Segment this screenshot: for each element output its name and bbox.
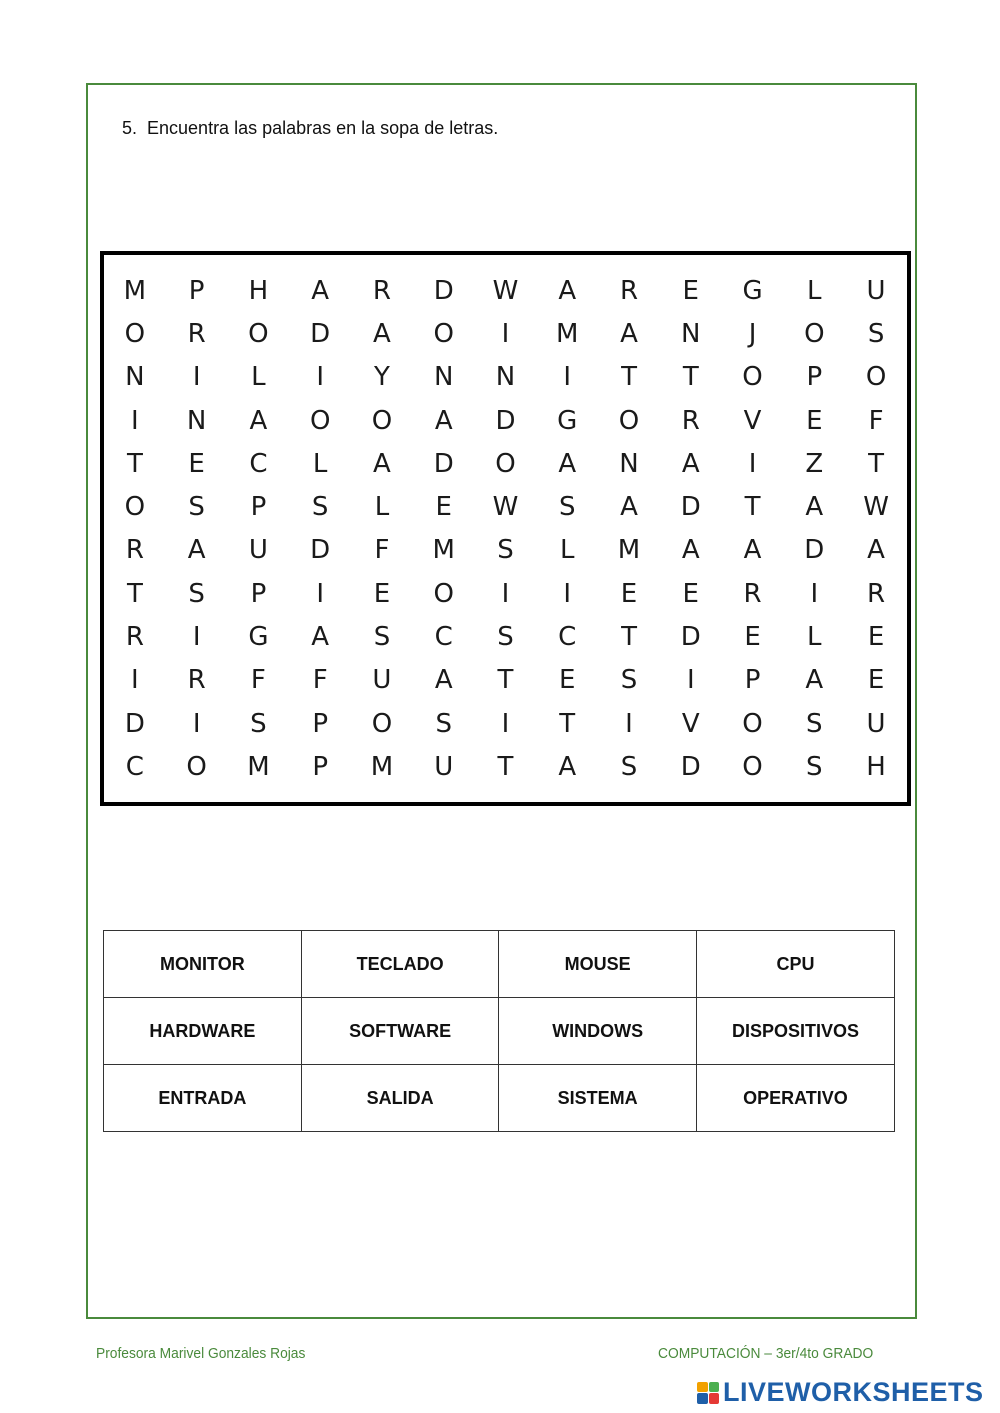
grid-row <box>104 356 907 399</box>
word-cell: TECLADO <box>301 931 499 998</box>
grid-cell[interactable]: I <box>810 578 819 609</box>
word-cell: HARDWARE <box>104 998 302 1065</box>
grid-cell[interactable]: T <box>621 622 637 653</box>
grid-cell[interactable]: D <box>310 535 331 566</box>
grid-cell[interactable]: A <box>867 535 885 566</box>
grid-cell[interactable]: L <box>559 535 575 566</box>
grid-cell[interactable]: I <box>748 448 757 479</box>
word-search-puzzle <box>100 251 911 806</box>
instruction-text: Encuentra las palabras en la sopa de letras. <box>147 118 499 138</box>
grid-cell[interactable]: R <box>743 578 762 609</box>
grid-cell[interactable]: C <box>125 751 144 782</box>
grid-cell[interactable]: D <box>680 492 701 523</box>
word-cell: DISPOSITIVOS <box>696 998 894 1065</box>
grid-cell[interactable]: G <box>557 405 578 436</box>
grid-cell[interactable]: D <box>680 622 701 653</box>
letter-grid <box>104 269 907 789</box>
word-row <box>104 998 895 1065</box>
grid-cell[interactable]: Z <box>805 448 824 479</box>
brand-name: LIVEWORKSHEETS <box>723 1377 984 1407</box>
grid-cell[interactable]: I <box>192 708 201 739</box>
grid-cell[interactable]: I <box>686 665 695 696</box>
grid-cell[interactable]: V <box>681 708 700 739</box>
grid-cell[interactable]: D <box>680 751 701 782</box>
grid-cell[interactable]: F <box>868 405 884 436</box>
grid-cell[interactable]: N <box>681 318 701 349</box>
grid-cell[interactable]: T <box>126 578 143 609</box>
word-cell: SALIDA <box>301 1065 499 1132</box>
grid-cell[interactable]: E <box>744 622 761 653</box>
grid-cell[interactable]: E <box>188 448 205 479</box>
grid-cell[interactable]: I <box>563 362 572 393</box>
grid-cell[interactable]: L <box>807 275 822 306</box>
grid-cell[interactable]: E <box>806 405 823 436</box>
grid-cell[interactable]: T <box>621 362 637 393</box>
grid-cell[interactable]: F <box>250 665 266 696</box>
grid-cell[interactable]: D <box>124 708 145 739</box>
word-cell: SOFTWARE <box>301 998 499 1065</box>
grid-cell[interactable]: L <box>251 362 266 393</box>
grid-cell[interactable]: I <box>501 708 510 739</box>
grid-cell[interactable]: S <box>435 708 452 739</box>
course-name: COMPUTACIÓN – 3er/4to GRADO <box>658 1345 874 1362</box>
grid-cell[interactable]: A <box>434 665 453 696</box>
grid-cell[interactable]: W <box>492 275 519 306</box>
grid-cell[interactable]: O <box>371 708 393 739</box>
grid-row <box>104 529 907 572</box>
grid-cell[interactable]: S <box>867 318 885 349</box>
grid-row <box>104 485 907 528</box>
grid-cell[interactable]: U <box>248 535 268 566</box>
grid-cell[interactable]: O <box>433 578 454 609</box>
grid-cell[interactable]: E <box>682 578 699 609</box>
grid-cell[interactable]: O <box>309 405 331 436</box>
grid-cell[interactable]: S <box>806 708 823 739</box>
grid-cell[interactable]: A <box>187 535 206 566</box>
grid-row <box>104 745 907 788</box>
grid-row <box>104 312 907 355</box>
grid-row <box>104 269 907 312</box>
grid-cell[interactable]: N <box>186 405 207 436</box>
grid-cell[interactable]: P <box>806 362 823 393</box>
grid-cell[interactable]: I <box>625 708 633 739</box>
grid-cell[interactable]: A <box>620 318 638 349</box>
grid-cell[interactable]: M <box>556 318 579 349</box>
grid-cell[interactable]: I <box>131 665 139 696</box>
grid-cell[interactable]: W <box>492 492 519 523</box>
grid-cell[interactable]: S <box>188 578 205 609</box>
grid-cell[interactable]: E <box>373 578 391 609</box>
grid-row <box>104 659 907 702</box>
grid-cell[interactable]: A <box>311 275 330 306</box>
grid-cell[interactable]: T <box>682 362 699 393</box>
grid-cell[interactable]: N <box>495 362 516 393</box>
grid-cell[interactable]: D <box>495 405 516 436</box>
grid-cell[interactable]: O <box>124 318 146 349</box>
grid-cell[interactable]: G <box>742 275 763 306</box>
word-cell: WINDOWS <box>499 998 697 1065</box>
grid-cell[interactable]: R <box>125 622 144 653</box>
grid-cell[interactable]: T <box>744 492 761 523</box>
grid-cell[interactable]: O <box>804 318 825 349</box>
grid-cell[interactable]: E <box>682 275 699 306</box>
grid-cell[interactable]: E <box>867 665 885 696</box>
grid-cell[interactable]: M <box>432 535 455 566</box>
grid-cell[interactable]: S <box>620 751 638 782</box>
grid-cell[interactable]: R <box>125 535 144 566</box>
grid-cell[interactable]: A <box>373 318 391 349</box>
instruction <box>122 118 498 139</box>
grid-cell[interactable]: J <box>748 318 757 349</box>
grid-cell[interactable]: I <box>316 578 325 609</box>
grid-cell[interactable]: D <box>433 275 454 306</box>
grid-cell[interactable]: D <box>310 318 331 349</box>
grid-cell[interactable]: A <box>249 405 268 436</box>
grid-cell[interactable]: U <box>434 751 454 782</box>
grid-row <box>104 702 907 745</box>
grid-cell[interactable]: C <box>434 622 453 653</box>
grid-row <box>104 615 907 658</box>
grid-cell[interactable]: U <box>866 708 886 739</box>
teacher-name: Profesora Marivel Gonzales Rojas <box>96 1345 306 1362</box>
grid-cell[interactable]: O <box>433 318 454 349</box>
word-row <box>104 931 895 998</box>
grid-cell[interactable]: S <box>497 535 514 566</box>
grid-cell[interactable]: M <box>247 751 270 782</box>
grid-cell[interactable]: H <box>866 751 886 782</box>
grid-cell[interactable]: A <box>373 448 391 479</box>
grid-cell[interactable]: G <box>248 622 269 653</box>
grid-cell[interactable]: S <box>373 622 391 653</box>
grid-row <box>104 442 907 485</box>
grid-cell[interactable]: Y <box>374 362 390 393</box>
grid-cell[interactable]: A <box>311 622 330 653</box>
grid-cell[interactable]: E <box>620 578 638 609</box>
grid-cell[interactable]: E <box>559 665 576 696</box>
grid-cell[interactable]: A <box>743 535 762 566</box>
word-cell: SISTEMA <box>499 1065 697 1132</box>
grid-cell[interactable]: T <box>868 448 885 479</box>
grid-cell[interactable]: N <box>619 448 639 479</box>
grid-cell[interactable]: O <box>618 405 640 436</box>
grid-cell[interactable]: T <box>559 708 576 739</box>
grid-cell[interactable]: S <box>250 708 267 739</box>
grid-cell[interactable]: D <box>804 535 825 566</box>
word-cell: MOUSE <box>499 931 697 998</box>
grid-cell[interactable]: P <box>188 275 205 306</box>
word-row <box>104 1065 895 1132</box>
grid-cell[interactable]: P <box>250 492 267 523</box>
grid-cell[interactable]: A <box>620 492 638 523</box>
grid-cell[interactable]: S <box>620 665 638 696</box>
word-cell: CPU <box>696 931 894 998</box>
grid-cell[interactable]: I <box>316 362 325 393</box>
grid-cell[interactable]: H <box>248 275 269 306</box>
grid-cell[interactable]: R <box>681 405 700 436</box>
grid-cell[interactable]: U <box>372 665 392 696</box>
word-cell: OPERATIVO <box>696 1065 894 1132</box>
grid-cell[interactable]: O <box>742 708 763 739</box>
grid-cell[interactable]: M <box>617 535 641 566</box>
grid-cell[interactable]: S <box>311 492 329 523</box>
brand[interactable] <box>697 1377 984 1408</box>
grid-cell[interactable]: F <box>312 665 328 696</box>
grid-cell[interactable]: I <box>501 318 510 349</box>
grid-cell[interactable]: O <box>495 448 516 479</box>
grid-cell[interactable]: P <box>312 751 329 782</box>
grid-cell[interactable]: U <box>866 275 886 306</box>
grid-cell[interactable]: A <box>805 492 824 523</box>
grid-cell[interactable]: R <box>372 275 391 306</box>
grid-cell[interactable]: A <box>558 448 577 479</box>
grid-cell[interactable]: S <box>558 492 576 523</box>
grid-cell[interactable]: R <box>187 318 206 349</box>
grid-cell[interactable]: O <box>371 405 393 436</box>
grid-cell[interactable]: A <box>681 448 700 479</box>
instruction-number: 5. <box>122 118 138 138</box>
grid-cell[interactable]: R <box>187 665 206 696</box>
grid-cell[interactable]: A <box>434 405 453 436</box>
grid-cell[interactable]: C <box>558 622 577 653</box>
grid-cell[interactable]: R <box>867 578 886 609</box>
grid-cell[interactable]: E <box>867 622 885 653</box>
grid-cell[interactable]: E <box>435 492 452 523</box>
grid-cell[interactable]: M <box>123 275 147 306</box>
liveworksheets-logo-icon <box>697 1382 719 1404</box>
grid-cell[interactable]: S <box>497 622 514 653</box>
grid-cell[interactable]: F <box>374 535 390 566</box>
grid-cell[interactable]: T <box>497 665 514 696</box>
grid-cell[interactable]: T <box>126 448 143 479</box>
grid-cell[interactable]: I <box>192 622 201 653</box>
word-cell: MONITOR <box>104 931 302 998</box>
grid-cell[interactable]: D <box>433 448 454 479</box>
grid-cell[interactable]: W <box>863 492 889 523</box>
grid-cell[interactable]: A <box>558 275 577 306</box>
grid-cell[interactable]: C <box>249 448 268 479</box>
grid-cell[interactable]: I <box>563 578 572 609</box>
grid-cell[interactable]: L <box>374 492 390 523</box>
grid-cell[interactable]: I <box>192 362 201 393</box>
grid-cell[interactable]: M <box>370 751 394 782</box>
grid-cell[interactable]: S <box>806 751 823 782</box>
word-cell: ENTRADA <box>104 1065 302 1132</box>
grid-cell[interactable]: R <box>619 275 639 306</box>
grid-cell[interactable]: P <box>312 708 329 739</box>
grid-cell[interactable]: S <box>188 492 205 523</box>
grid-cell[interactable]: O <box>124 492 146 523</box>
grid-cell[interactable]: N <box>433 362 454 393</box>
grid-cell[interactable]: P <box>744 665 761 696</box>
grid-cell[interactable]: A <box>681 535 700 566</box>
grid-cell[interactable]: V <box>743 405 762 436</box>
grid-cell[interactable]: L <box>807 622 822 653</box>
grid-row <box>104 572 907 615</box>
grid-cell[interactable]: O <box>865 362 887 393</box>
grid-row <box>104 399 907 442</box>
grid-cell[interactable]: N <box>125 362 145 393</box>
grid-cell[interactable]: O <box>742 362 763 393</box>
grid-cell[interactable]: O <box>248 318 269 349</box>
grid-cell[interactable]: O <box>186 751 207 782</box>
grid-cell[interactable]: I <box>501 578 510 609</box>
grid-cell[interactable]: O <box>742 751 763 782</box>
grid-cell[interactable]: L <box>312 448 328 479</box>
word-list-table <box>103 930 895 1132</box>
grid-cell[interactable]: I <box>131 405 139 436</box>
grid-cell[interactable]: A <box>558 751 577 782</box>
grid-cell[interactable]: P <box>250 578 267 609</box>
grid-cell[interactable]: A <box>805 665 824 696</box>
grid-cell[interactable]: T <box>497 751 514 782</box>
